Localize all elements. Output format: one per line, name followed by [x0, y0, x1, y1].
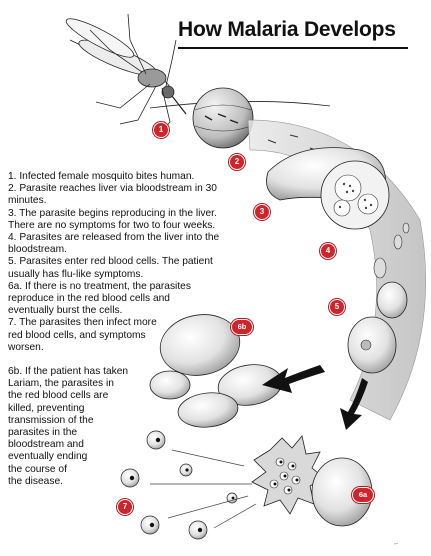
- badge-6b: 6b: [231, 319, 253, 335]
- badge-1: 1: [153, 122, 169, 138]
- blood-vessel-view: [193, 88, 253, 148]
- badge-5: 5: [329, 299, 345, 315]
- step-1-text: 1. Infected female mosquito bites human.: [8, 171, 195, 182]
- step-6b-text: 6b. If the patient has taken Lariam, the parasites in the red blood cells are killed, preventing transmission of the parasites in the bloodstream and eventually ending the course of the disease.: [8, 366, 129, 487]
- page-title: How Malaria Develops: [178, 18, 396, 41]
- title-underline: [178, 47, 408, 49]
- step-4-text: 4. Parasites are released from the liver into the bloodstream.: [8, 232, 220, 256]
- badge-6a: 6a: [352, 487, 374, 503]
- step-7-text: 7. The parasites then infect more red blood cells, and symptoms worsen.: [8, 317, 157, 353]
- liver-cell-magnified: [321, 161, 389, 229]
- badge-2: 2: [229, 154, 245, 170]
- step-spacer: [8, 354, 308, 366]
- badge-7: 7: [117, 499, 133, 515]
- mosquito: [63, 13, 186, 134]
- step-5-text: 5. Parasites enter red blood cells. The patient usually has flu-like symptoms.: [8, 256, 213, 280]
- badge-4: 4: [320, 243, 336, 259]
- badge-3: 3: [254, 204, 270, 220]
- step-3-text: 3. The parasite begins reproducing in the liver. There are no symptoms for two to four weeks.: [8, 207, 217, 231]
- step-6a-text: 6a. If there is no treatment, the parasites reproduce in the red blood cells and eventually burst the cells.: [8, 280, 191, 317]
- artist-signature: ~: [393, 539, 399, 549]
- step-2-text: 2. Parasite reaches liver via bloodstream in 30 minutes.: [8, 183, 217, 207]
